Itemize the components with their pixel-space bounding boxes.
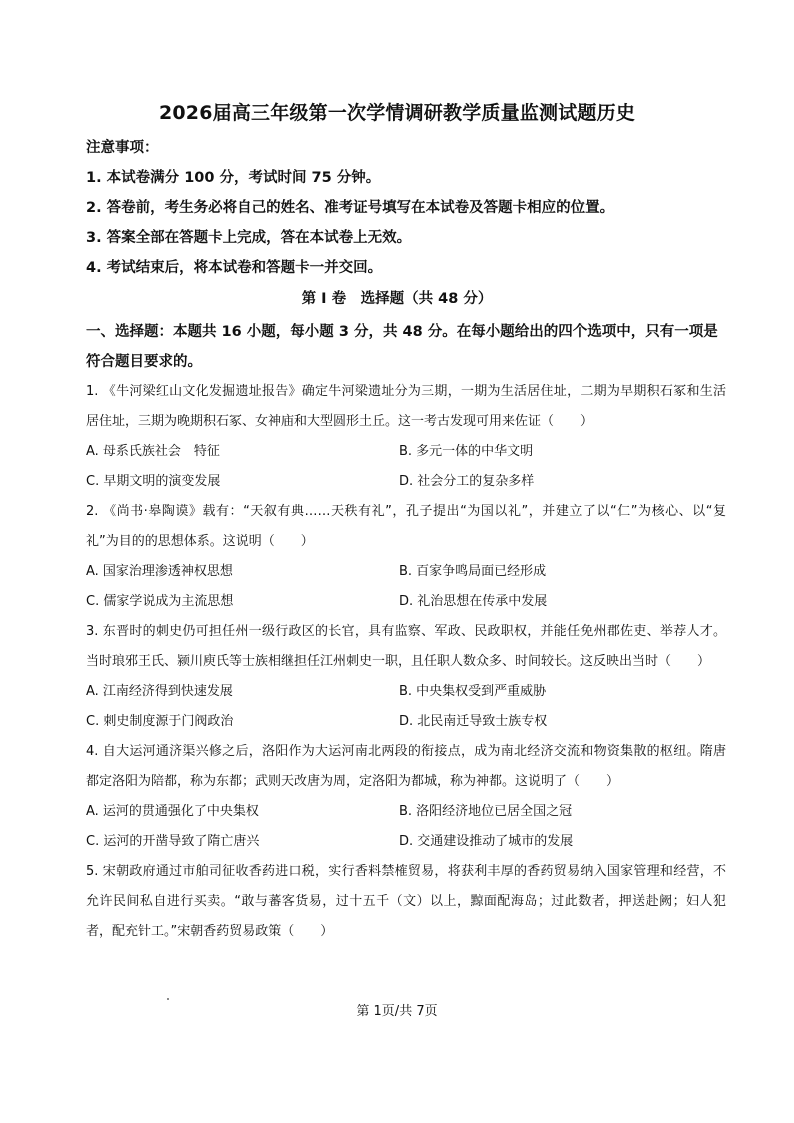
notes-heading: 注意事项： (86, 140, 159, 156)
option-b: B. 洛阳经济地位已居全国之冠 (399, 804, 573, 819)
note-item: 3. 答案全部在答题卡上完成，答在本试卷上无效。 (86, 230, 412, 246)
section-instructions: 一、选择题：本题共 16 小题，每小题 3 分，共 48 分。在每小题给出的四个选项中，只有一项是符合题目要求的。 (86, 324, 718, 370)
exam-title: 2026届高三年级第一次学情调研教学质量监测试题历史 (158, 102, 636, 124)
page-footer: 第 1页/共 7页 (356, 1004, 438, 1019)
option-d: D. 礼治思想在传承中发展 (399, 594, 548, 609)
option-d: D. 北民南迁导致士族专权 (399, 714, 548, 729)
option-b: B. 中央集权受到严重威胁 (399, 684, 547, 699)
option-list (86, 797, 726, 857)
option-a: A. 国家治理渗透神权思想 (86, 564, 233, 579)
question-stem: 1. 《牛河梁红山文化发掘遗址报告》确定牛河梁遗址分为三期，一期为生活居住址，二期为早期积石冢和生活居住址，三期为晚期积石冢、女神庙和大型圆形土丘。这一考古发现可用来佐证（ ） (86, 384, 726, 429)
option-a: A. 江南经济得到快速发展 (86, 684, 233, 699)
option-list (86, 677, 726, 737)
section-title: 第 I 卷 选择题（共 48 分） (301, 291, 493, 307)
question-1 (86, 377, 726, 497)
option-list (86, 557, 726, 617)
option-b: B. 多元一体的中华文明 (399, 444, 534, 459)
option-d: D. 交通建设推动了城市的发展 (399, 834, 574, 849)
option-c: C. 运河的开凿导致了隋亡唐兴 (86, 834, 260, 849)
question-stem: 3. 东晋时的刺史仍可担任州一级行政区的长官，具有监察、军政、民政职权，并能任免州郡佐吏、举荐人才。当时琅邪王氏、颍川庾氏等士族相继担任江州刺史一职，且任职人数众多、时间较长。这反映出当时（ ） (86, 624, 726, 669)
question-5 (86, 857, 726, 947)
question-stem: 4. 自大运河通济渠兴修之后，洛阳作为大运河南北两段的衔接点，成为南北经济交流和物资集散的枢纽。隋唐都定洛阳为陪都，称为东都；武则天改唐为周，定洛阳为都城，称为神都。这说明了（ ） (86, 744, 726, 789)
question-2 (86, 497, 726, 617)
option-c: C. 刺史制度源于门阀政治 (86, 714, 234, 729)
question-4 (86, 737, 726, 857)
option-b: B. 百家争鸣局面已经形成 (399, 564, 547, 579)
question-3 (86, 617, 726, 737)
option-list (86, 437, 726, 497)
note-item: 4. 考试结束后，将本试卷和答题卡一并交回。 (86, 260, 383, 276)
option-a: A. 运河的贯通强化了中央集权 (86, 804, 259, 819)
question-stem: 2. 《尚书·皋陶谟》载有：“天叙有典……天秩有礼”，孔子提出“为国以礼”，并建立了以“仁”为核心、以“复礼”为目的的思想体系。这说明（ ） (86, 504, 726, 549)
notes-section (86, 137, 726, 287)
option-a: A. 母系氏族社会 特征 (86, 444, 220, 459)
question-stem: 5. 宋朝政府通过市舶司征收香药进口税，实行香料禁榷贸易，将获利丰厚的香药贸易纳入国家管理和经营，不允许民间私自进行买卖。“敢与蕃客货易，过十五千（文）以上，黥面配海岛；过此数者，押送赴阙；妇人犯者，配充针工。”宋朝香药贸易政策（ ） (86, 864, 726, 939)
option-c: C. 早期文明的演变发展 (86, 474, 221, 489)
option-d: D. 社会分工的复杂多样 (399, 474, 535, 489)
option-c: C. 儒家学说成为主流思想 (86, 594, 234, 609)
note-item: 1. 本试卷满分 100 分，考试时间 75 分钟。 (86, 170, 381, 186)
note-item: 2. 答卷前，考生务必将自己的姓名、准考证号填写在本试卷及答题卡相应的位置。 (86, 200, 615, 216)
question-list (86, 377, 726, 947)
